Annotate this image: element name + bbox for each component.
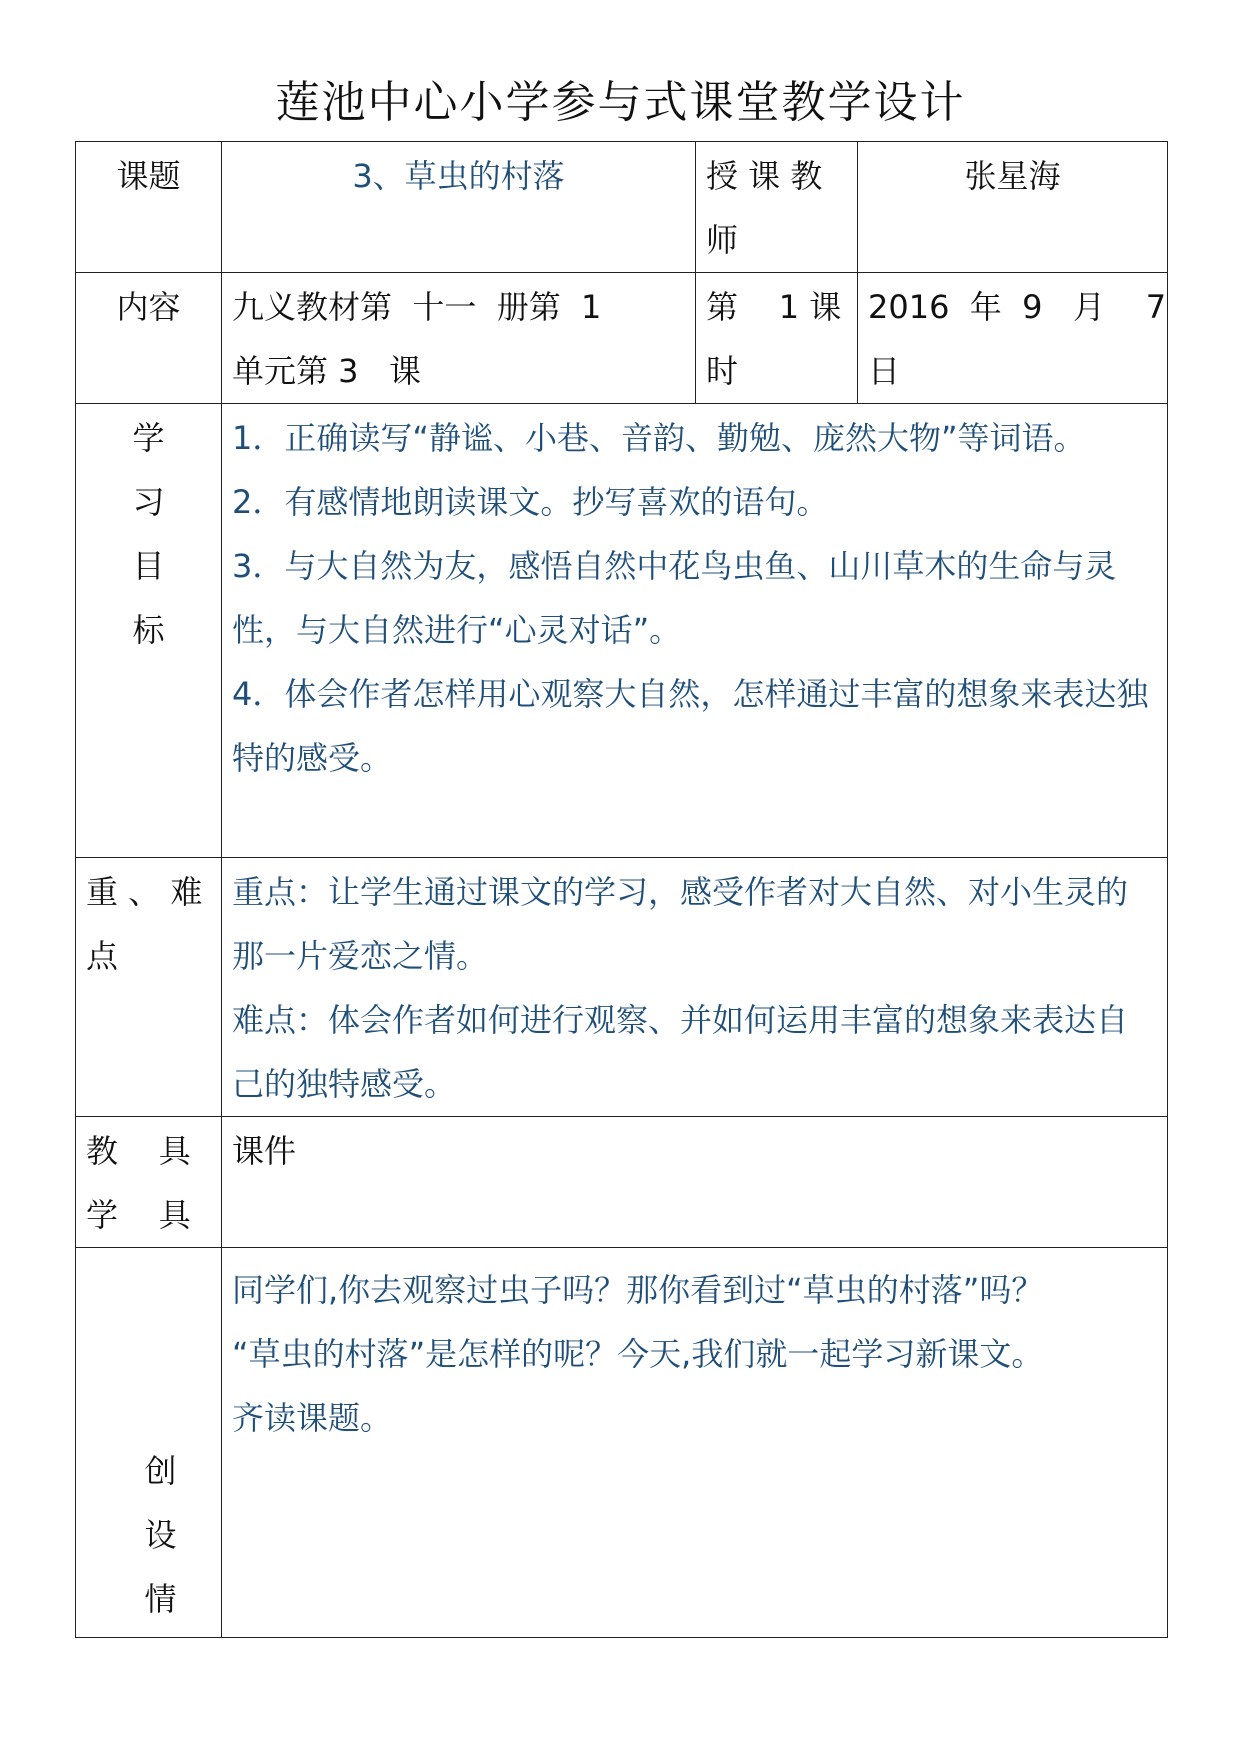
row-goals	[76, 404, 1168, 858]
key-content	[222, 858, 1168, 1117]
intro-label	[76, 1248, 222, 1638]
date-cell	[858, 273, 1168, 404]
intro-line: “草虫的村落”是怎样的呢？今天,我们就一起学习新课文。	[232, 1335, 1044, 1373]
tools-label-line2: 学 具	[86, 1196, 191, 1234]
content-value-line2: 单元第 3 课	[232, 352, 422, 390]
page-title: 莲池中心小学参与式课堂教学设计	[275, 77, 966, 128]
tools-value: 课件	[222, 1117, 1168, 1248]
tools-label-line1: 教 具	[86, 1132, 191, 1170]
goals-label-char: 学	[132, 419, 165, 457]
goal-item: 3．与大自然为友，感悟自然中花鸟虫鱼、山川草木的生命与灵性，与大自然进行“心灵对话”。	[232, 547, 1117, 649]
date-line2: 日	[868, 352, 901, 390]
goals-label-char: 目	[132, 547, 165, 585]
difficult-point: 难点：体会作者如何进行观察、并如何运用丰富的想象来表达自己的独特感受。	[232, 1001, 1129, 1103]
period-line2: 时	[706, 352, 739, 390]
content-label: 内容	[76, 273, 222, 404]
teacher-name: 张星海	[858, 142, 1168, 273]
row-key-points	[76, 858, 1168, 1117]
intro-label-char: 创	[144, 1452, 177, 1490]
row-intro	[76, 1248, 1168, 1638]
date-line1: 2016 年 9 月 7	[868, 288, 1167, 326]
goals-label	[76, 404, 222, 858]
teacher-label	[696, 142, 858, 273]
content-value	[222, 273, 696, 404]
intro-line: 同学们,你去观察过虫子吗？那你看到过“草虫的村落”吗？	[232, 1271, 1044, 1309]
goal-item: 2．有感情地朗读课文。抄写喜欢的语句。	[232, 483, 829, 521]
key-point: 重点：让学生通过课文的学习，感受作者对大自然、对小生灵的那一片爱恋之情。	[232, 873, 1129, 975]
goal-item: 4．体会作者怎样用心观察大自然，怎样通过丰富的想象来表达独特的感受。	[232, 675, 1149, 777]
teacher-label-line2: 师	[706, 221, 739, 259]
intro-content	[222, 1248, 1168, 1638]
content-value-line1: 九义教材第 十一 册第 1	[232, 288, 602, 326]
intro-line: 齐读课题。	[232, 1399, 393, 1437]
topic-value: 3、草虫的村落	[222, 142, 696, 273]
tools-label	[76, 1117, 222, 1248]
period-line1: 第 1 课	[706, 288, 842, 326]
teacher-label-line1: 授 课 教	[706, 157, 823, 195]
row-tools	[76, 1117, 1168, 1248]
goals-content	[222, 404, 1168, 858]
row-content	[76, 273, 1168, 404]
key-label-line2: 点	[86, 937, 119, 975]
topic-label: 课题	[76, 142, 222, 273]
key-label-line1: 重 、 难	[86, 873, 203, 911]
period-cell	[696, 273, 858, 404]
row-topic	[76, 142, 1168, 273]
goals-label-char: 习	[132, 483, 165, 521]
goals-label-char: 标	[132, 611, 165, 649]
key-label	[76, 858, 222, 1117]
intro-label-char: 设	[144, 1516, 177, 1554]
goal-item: 1．正确读写“静谧、小巷、音韵、勤勉、庞然大物”等词语。	[232, 419, 1086, 457]
intro-label-char: 情	[144, 1580, 177, 1618]
lesson-plan-table	[75, 141, 1168, 1638]
